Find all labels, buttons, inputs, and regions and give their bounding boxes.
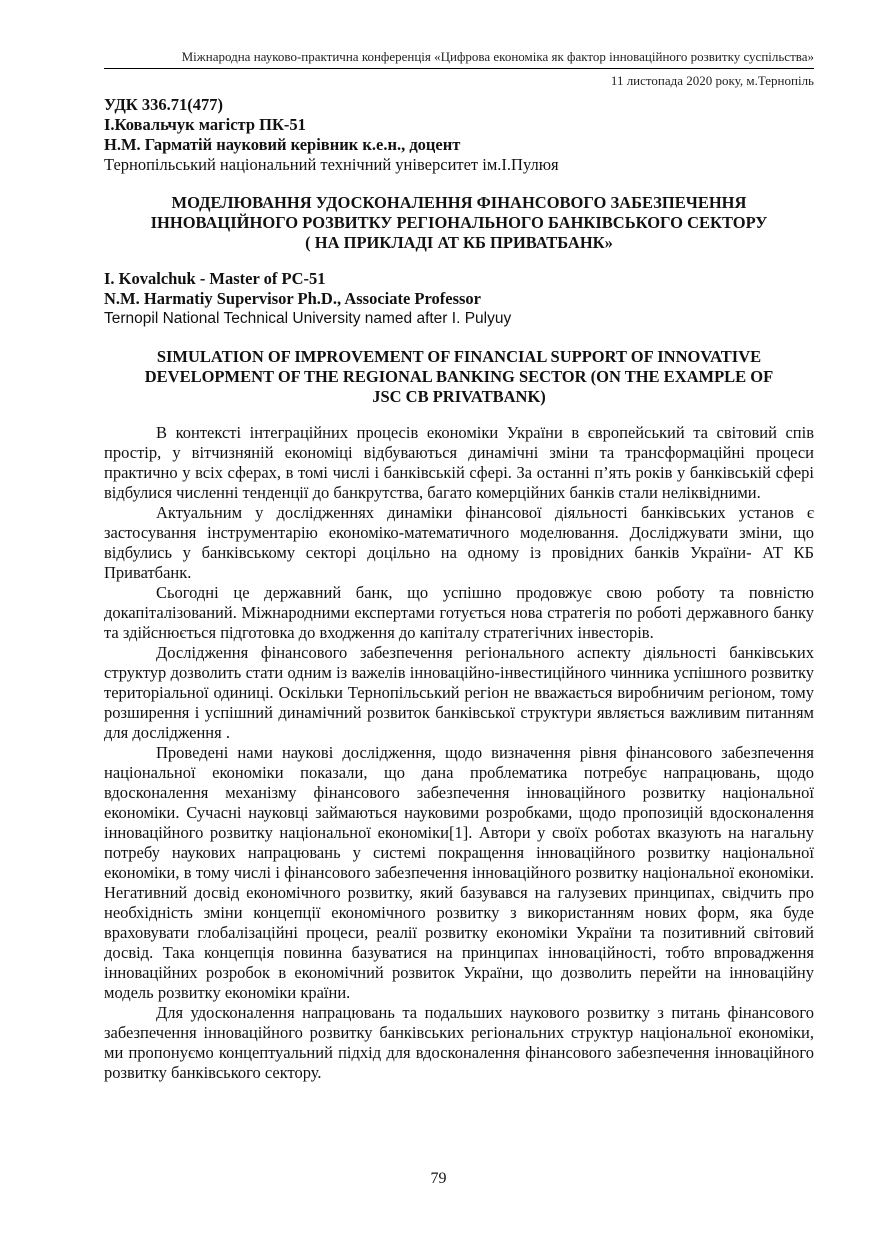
author-1-en: I. Kovalchuk - Master of PC-51 bbox=[104, 269, 326, 288]
title-en-line-1: SIMULATION OF IMPROVEMENT OF FINANCIAL SUPPORT OF INNOVATIVE bbox=[156, 347, 762, 366]
title-ua-line-1: МОДЕЛЮВАННЯ УДОСКОНАЛЕННЯ ФІНАНСОВОГО ЗАБЕЗПЕЧЕННЯ bbox=[171, 193, 747, 212]
header-rule bbox=[104, 68, 814, 69]
paragraph-5: Проведені нами наукові дослідження, щодо визначення рівня фінансового забезпечення національної економіки показали, що дана проблематика потребує напрацювань, щодо вдосконалення механізму фінансового забезпечення інноваційного розвитку національної економіки. Сучасні науковці займаються науковими розробками, щодо пропозицій вдосконалення інноваційного розвитку національної економіки[1]. Автори у своїх роботах вказують на нагальну потребу наукових напрацювань у системі покращення інноваційного розвитку національної економіки, в тому числі і фінансового забезпечення інноваційного розвитку національної економіки. Негативний досвід економічного розвитку, який базувався на галузевих принципах, свідчить про необхідність зміни концепції економічного розвитку з використанням нових форм, яка буде враховувати глобалізаційні процеси, реалії розвитку економіки України та позитивний світовий досвід. Така концепція повинна базуватися на принципах інноваційності, тобто впровадження інноваційних розробок в економічний розвиток України, що дозволить перейти на інноваційну модель розвитку економіки країни. bbox=[104, 743, 814, 1002]
paragraph-4: Дослідження фінансового забезпечення регіонального аспекту діяльності банківських структур дозволить стати одним із важелів інноваційно-інвестиційного чинника успішного розвитку територіальної одиниці. Оскільки Тернопільський регіон не вважається виробничим регіоном, тому розширення і успішний динамічний розвиток банківської структури являється важливим питанням для дослідження . bbox=[104, 643, 814, 742]
author-1-ua: І.Ковальчук магістр ПК-51 bbox=[104, 115, 306, 134]
paragraph-6: Для удосконалення напрацювань та подальших наукового розвитку з питань фінансового забезпечення інноваційного розвитку банківських регіональних структур національної економіки, ми пропонуємо концептуальний підхід для вдосконалення фінансового забезпечення інноваційного розвитку банківського сектору. bbox=[104, 1003, 814, 1082]
title-english bbox=[104, 347, 814, 407]
body-text bbox=[104, 423, 814, 1083]
paragraph-2: Актуальним у дослідженнях динаміки фінансової діяльності банківських установ є застосування інструментарію економіко-математичного моделювання. Досліджувати зміни, що відбулись у банківському секторі доцільно на одному із провідних банків України- АТ КБ Приватбанк. bbox=[104, 503, 814, 582]
title-ukrainian bbox=[104, 193, 814, 253]
page-content bbox=[104, 95, 814, 1083]
affiliation-en: Ternopil National Technical University named after I. Pulyuy bbox=[104, 310, 512, 327]
author-2-en: N.M. Harmatiy Supervisor Ph.D., Associate Professor bbox=[104, 289, 482, 308]
authors-english bbox=[104, 269, 814, 329]
title-en-line-3: JSC CB PRIVATBANK) bbox=[372, 387, 546, 406]
paragraph-1: В контексті інтеграційних процесів економіки України в європейський та світовий спів простір, у вітчизняній економіці відбуваються динамічні зміни та трансформаційні процеси практично у всіх сферах, в томі числі і банківській сфері. За останні п’ять років у банківській сфері відбулися численні тенденції до банкрутства, багато комерційних банків стали неліквідними. bbox=[104, 423, 814, 502]
paragraph-3: Сьогодні це державний банк, що успішно продовжує свою роботу та повністю докапіталізований. Міжнародними експертами готується нова стратегія по роботі державного банку та здійснюється підготовка до входження до капіталу стратегічних інвесторів. bbox=[104, 583, 814, 642]
title-ua-line-3: ( НА ПРИКЛАДІ АТ КБ ПРИВАТБАНК» bbox=[305, 233, 613, 252]
running-header-date: 11 листопада 2020 року, м.Тернопіль bbox=[610, 73, 814, 88]
title-ua-line-2: ІННОВАЦІЙНОГО РОЗВИТКУ РЕГІОНАЛЬНОГО БАНКІВСЬКОГО СЕКТОРУ bbox=[150, 213, 768, 232]
affiliation-ua: Тернопільський національний технічний університет ім.І.Пулюя bbox=[104, 155, 559, 174]
page-number: 79 bbox=[430, 1170, 447, 1187]
udc-code: УДК 336.71(477) bbox=[104, 95, 223, 114]
title-en-line-2: DEVELOPMENT OF THE REGIONAL BANKING SECTOR (ON THE EXAMPLE OF bbox=[144, 367, 774, 386]
author-2-ua: Н.М. Гарматій науковий керівник к.е.н., доцент bbox=[104, 135, 461, 154]
running-header-conference: Міжнародна науково-практична конференція «Цифрова економіка як фактор інноваційного розвитку суспільства» bbox=[181, 49, 814, 64]
authors-ukrainian bbox=[104, 115, 814, 175]
